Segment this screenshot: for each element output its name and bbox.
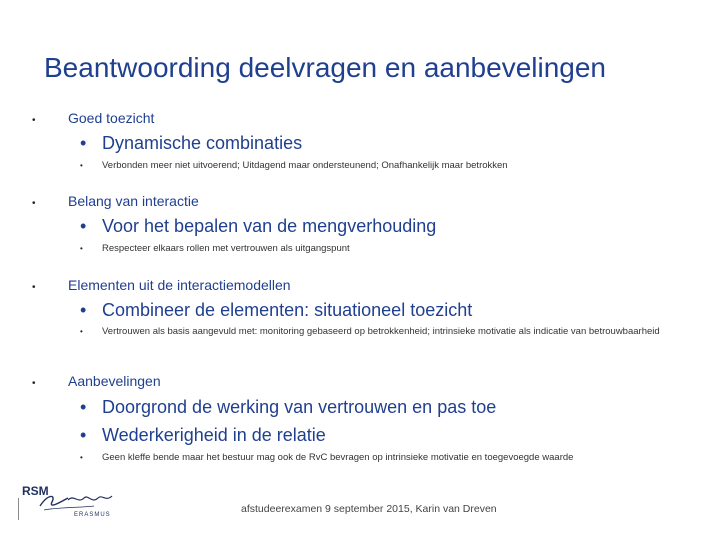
sub-bullet-vertrouwen (80, 397, 496, 418)
detail-bullet (80, 452, 677, 464)
rsm-erasmus-logo (18, 484, 118, 524)
sub-bullet-label: Wederkerigheid in de relatie (102, 425, 326, 445)
detail-bullet (80, 160, 677, 172)
bullet-marker: • (32, 282, 36, 293)
bullet-label: Goed toezicht (68, 110, 155, 126)
bullet-label: Aanbevelingen (68, 373, 161, 389)
logo-subtext: ERASMUS (74, 512, 111, 518)
bullet-marker: • (80, 300, 87, 320)
bullet-marker: • (32, 115, 36, 126)
sub-bullet-label: Dynamische combinaties (102, 133, 303, 153)
sub-bullet-mengverhouding (80, 216, 436, 237)
sub-bullet-label: Combineer de elementen: situationeel toezicht (102, 300, 473, 320)
slide-title: Beantwoording deelvragen en aanbevelingen (44, 52, 606, 83)
bullet-belang-van-interactie (32, 193, 199, 209)
bullet-marker: • (32, 378, 36, 389)
detail-text: Respecteer elkaars rollen met vertrouwen als uitgangspunt (102, 243, 350, 254)
bullet-aanbevelingen (32, 373, 161, 389)
bullet-marker: • (32, 198, 36, 209)
bullet-marker: • (80, 161, 83, 170)
sub-bullet-situationeel-toezicht (80, 300, 472, 321)
bullet-marker: • (80, 425, 87, 445)
detail-bullet (80, 326, 677, 338)
slide-footer: afstudeerexamen 9 september 2015, Karin van Dreven (241, 503, 497, 515)
sub-bullet-label: Doorgrond de werking van vertrouwen en pas toe (102, 397, 497, 417)
detail-bullet (80, 243, 677, 255)
bullet-label: Belang van interactie (68, 193, 199, 209)
logo-divider (18, 498, 19, 520)
bullet-elementen-interactiemodellen (32, 277, 291, 293)
bullet-label: Elementen uit de interactiemodellen (68, 277, 291, 293)
bullet-marker: • (80, 133, 87, 153)
bullet-marker: • (80, 453, 83, 462)
detail-text: Verbonden meer niet uitvoerend; Uitdagend maar ondersteunend; Onafhankelijk maar betrokken (102, 160, 508, 171)
detail-text: Vertrouwen als basis aangevuld met: monitoring gebaseerd op betrokkenheid; intrinsieke motivatie als indicatie van betrouwbaarheid (102, 326, 660, 337)
sub-bullet-label: Voor het bepalen van de mengverhouding (102, 216, 437, 236)
bullet-marker: • (80, 397, 87, 417)
sub-bullet-wederkerigheid (80, 425, 326, 446)
bullet-marker: • (80, 216, 87, 236)
bullet-goed-toezicht (32, 110, 154, 126)
detail-text: Geen kleffe bende maar het bestuur mag ook de RvC bevragen op intrinsieke motivatie en toegevoegde waarde (102, 452, 574, 463)
logo-text: RSM (22, 484, 49, 498)
bullet-marker: • (80, 327, 83, 336)
sub-bullet-dynamische-combinaties (80, 133, 302, 154)
erasmus-signature-icon (38, 490, 118, 512)
bullet-marker: • (80, 244, 83, 253)
